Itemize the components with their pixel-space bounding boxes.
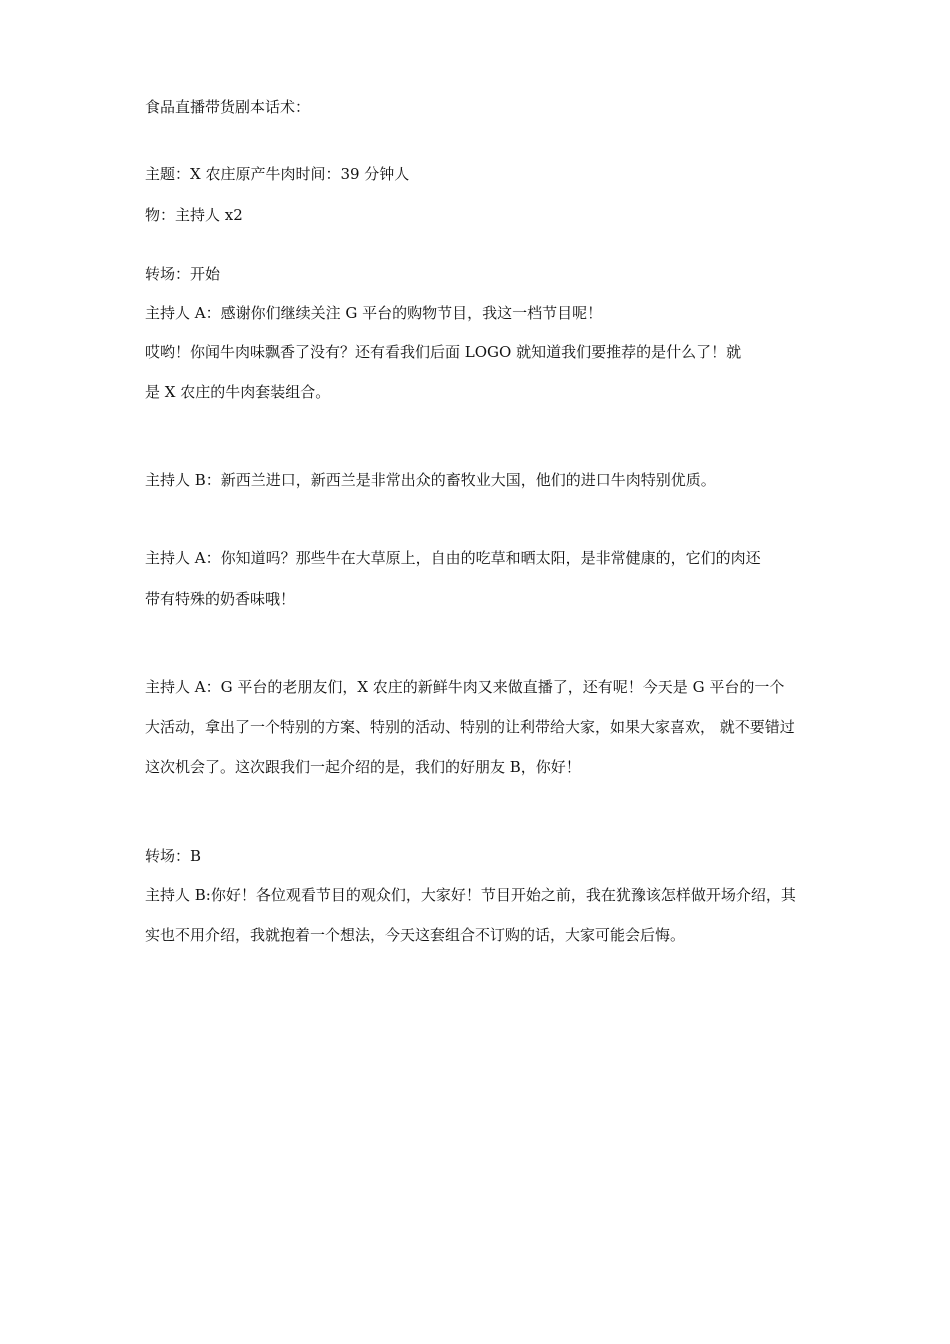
host-a-promo-3: 这次机会了。这次跟我们一起介绍的是，我们的好朋友 B，你好！ — [145, 758, 581, 776]
transition-b: 转场：B — [145, 847, 202, 865]
host-a-promo-1: 主持人 A：G 平台的老朋友们，X 农庄的新鲜牛肉又来做直播了，还有呢！今天是 G 平台的一个 — [145, 678, 785, 696]
transition-start: 转场：开始 — [145, 265, 221, 283]
host-b-line-1: 主持人 B：新西兰进口，新西兰是非常出众的畜牧业大国，他们的进口牛肉特别优质。 — [145, 471, 716, 489]
people-line: 物：主持人 x2 — [145, 206, 243, 224]
host-a-question-2: 带有特殊的奶香味哦！ — [145, 590, 296, 608]
theme-line: 主题：X 农庄原产牛肉时间：39 分钟人 — [145, 165, 410, 183]
host-a-question-1: 主持人 A：你知道吗？那些牛在大草原上，自由的吃草和晒太阳，是非常健康的，它们的肉还 — [145, 549, 761, 567]
host-a-line-3: 是 X 农庄的牛肉套装组合。 — [145, 383, 331, 401]
host-a-line-2: 哎哟！你闻牛肉味飘香了没有？还有看我们后面 LOGO 就知道我们要推荐的是什么了！就 — [145, 343, 742, 361]
host-b-greeting-2: 实也不用介绍，我就抱着一个想法，今天这套组合不订购的话，大家可能会后悔。 — [145, 926, 686, 944]
document-title: 食品直播带货剧本话术： — [145, 98, 311, 116]
host-a-promo-2: 大活动，拿出了一个特别的方案、特别的活动、特别的让利带给大家，如果大家喜欢， 就不要错过 — [145, 718, 795, 736]
host-b-greeting-1: 主持人 B:你好！各位观看节目的观众们，大家好！节目开始之前，我在犹豫该怎样做开场介绍，其 — [145, 886, 796, 904]
host-a-line-1: 主持人 A：感谢你们继续关注 G 平台的购物节目，我这一档节目呢！ — [145, 304, 603, 322]
